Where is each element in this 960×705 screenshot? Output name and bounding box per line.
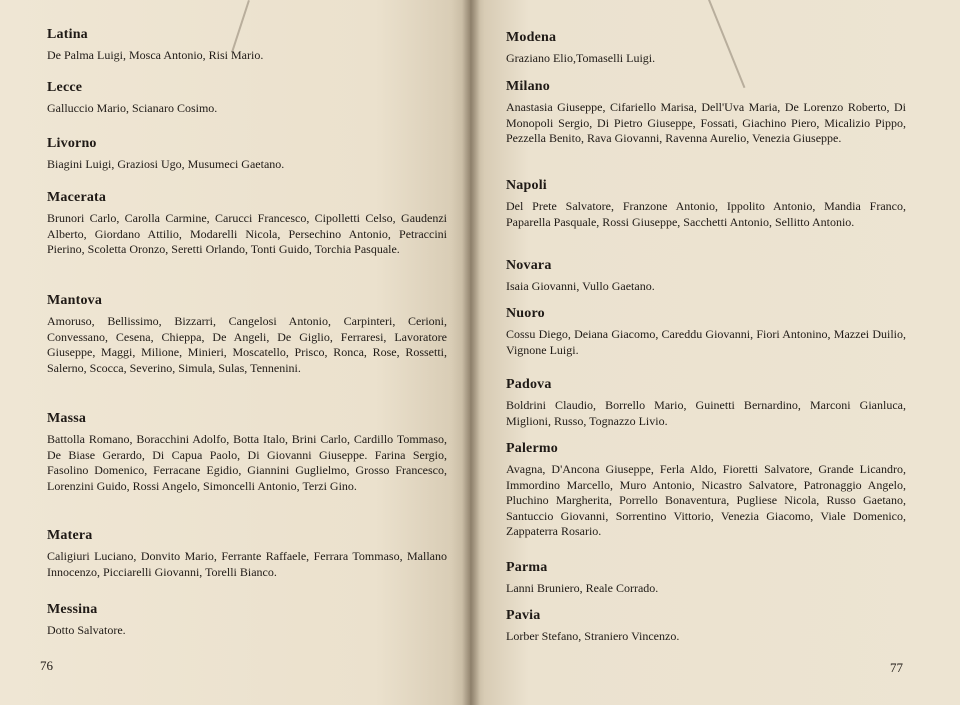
section-heading: Napoli bbox=[506, 178, 547, 193]
section-heading: Massa bbox=[47, 411, 87, 426]
section-names: Del Prete Salvatore, Franzone Antonio, Ippolito Antonio, Mandia Franco, Paparella Pasquale, Rossi Giuseppe, Sacchetti Antonio, Sellitto Antonio. bbox=[506, 199, 906, 229]
section-names: Galluccio Mario, Scianaro Cosimo. bbox=[47, 101, 218, 115]
section-names: Boldrini Claudio, Borrello Mario, Guinetti Bernardino, Marconi Gianluca, Miglioni, Russo, Tognazzo Livio. bbox=[506, 398, 906, 428]
section-mantova bbox=[47, 293, 447, 376]
page-number: 77 bbox=[890, 660, 903, 675]
section-heading: Novara bbox=[506, 258, 552, 273]
section-heading: Padova bbox=[506, 377, 552, 392]
section-names: Caligiuri Luciano, Donvito Mario, Ferrante Raffaele, Ferrara Tommaso, Mallano Innocenzo, Picciarelli Giovanni, Torelli Bianco. bbox=[47, 549, 447, 579]
section-parma bbox=[506, 560, 906, 597]
section-massa bbox=[47, 411, 447, 494]
section-palermo bbox=[506, 441, 906, 540]
section-pavia bbox=[506, 608, 906, 645]
section-latina bbox=[47, 27, 447, 64]
section-napoli bbox=[506, 178, 906, 230]
section-heading: Messina bbox=[47, 602, 98, 617]
section-names: Lorber Stefano, Straniero Vincenzo. bbox=[506, 629, 680, 643]
section-names: Amoruso, Bellissimo, Bizzarri, Cangelosi Antonio, Carpinteri, Cerioni, Convessano, Cesena, Chieppa, De Angeli, De Giglio, Ferraresi, Lavoratore Giuseppe, Maggi, Milione, Minieri, Moscatello, Prisco, Ronca, Rose, Rossetti, Salerno, Scocca, Severino, Simula, Sulas, Tennenini. bbox=[47, 314, 447, 375]
section-novara bbox=[506, 258, 906, 295]
section-milano bbox=[506, 79, 906, 147]
section-nuoro bbox=[506, 306, 906, 358]
right-page bbox=[470, 0, 960, 705]
section-heading: Lecce bbox=[47, 80, 83, 95]
section-messina bbox=[47, 602, 447, 639]
section-heading: Macerata bbox=[47, 190, 107, 205]
section-names: Cossu Diego, Deiana Giacomo, Careddu Giovanni, Fiori Antonino, Mazzei Duilio, Vignone Luigi. bbox=[506, 327, 906, 357]
section-heading: Parma bbox=[506, 560, 548, 575]
section-matera bbox=[47, 528, 447, 580]
section-heading: Modena bbox=[506, 30, 557, 45]
section-padova bbox=[506, 377, 906, 429]
section-names: Isaia Giovanni, Vullo Gaetano. bbox=[506, 279, 655, 293]
section-names: Anastasia Giuseppe, Cifariello Marisa, Dell'Uva Maria, De Lorenzo Roberto, Di Monopoli Sergio, Di Pietro Giuseppe, Fossati, Giachino Piero, Micalizio Pippo, Pezzella Benito, Rava Giovanni, Ravenna Aurelio, Venezia Giuseppe. bbox=[506, 100, 906, 146]
section-heading: Palermo bbox=[506, 441, 558, 456]
section-livorno bbox=[47, 136, 447, 173]
section-names: Dotto Salvatore. bbox=[47, 623, 126, 637]
section-names: Graziano Elio,Tomaselli Luigi. bbox=[506, 51, 656, 65]
section-heading: Mantova bbox=[47, 293, 103, 308]
left-page bbox=[0, 0, 470, 705]
section-names: De Palma Luigi, Mosca Antonio, Risi Mario. bbox=[47, 48, 264, 62]
section-names: Avagna, D'Ancona Giuseppe, Ferla Aldo, Fioretti Salvatore, Grande Licandro, Immordino Marcello, Muro Antonio, Nicastro Salvatore, Patronaggio Angelo, Pluchino Margherita, Porrello Bonaventura, Pugliese Nicola, Russo Gaetano, Santuccio Giovanni, Sorrentino Vittorio, Venezia Giacomo, Viale Domenico, Zappaterra Rosario. bbox=[506, 462, 906, 539]
section-names: Brunori Carlo, Carolla Carmine, Carucci Francesco, Cipolletti Celso, Gaudenzi Alberto, Giordano Attilio, Modarelli Nicola, Persechino Antonio, Petraccini Pierino, Scoletta Oronzo, Seretti Orlando, Tonti Guido, Torchia Pasquale. bbox=[47, 211, 447, 257]
section-macerata bbox=[47, 190, 447, 258]
section-heading: Latina bbox=[47, 27, 88, 42]
section-heading: Milano bbox=[506, 79, 550, 94]
section-names: Lanni Bruniero, Reale Corrado. bbox=[506, 581, 659, 595]
section-names: Biagini Luigi, Graziosi Ugo, Musumeci Gaetano. bbox=[47, 157, 285, 171]
section-heading: Matera bbox=[47, 528, 93, 543]
section-heading: Livorno bbox=[47, 136, 97, 151]
section-heading: Nuoro bbox=[506, 306, 545, 321]
section-heading: Pavia bbox=[506, 608, 541, 623]
section-names: Battolla Romano, Boracchini Adolfo, Botta Italo, Brini Carlo, Cardillo Tommaso, De Biase Gerardo, Di Capua Paolo, Di Giovanni Giuseppe. Farina Sergio, Fasolino Domenico, Ferracane Egidio, Giannini Guglielmo, Grosso Francesco, Lorenzini Guido, Rossi Angelo, Simoncelli Antonio, Terzi Gino. bbox=[47, 432, 447, 493]
section-modena bbox=[506, 30, 906, 67]
section-lecce bbox=[47, 80, 447, 117]
page-number: 76 bbox=[40, 658, 53, 673]
